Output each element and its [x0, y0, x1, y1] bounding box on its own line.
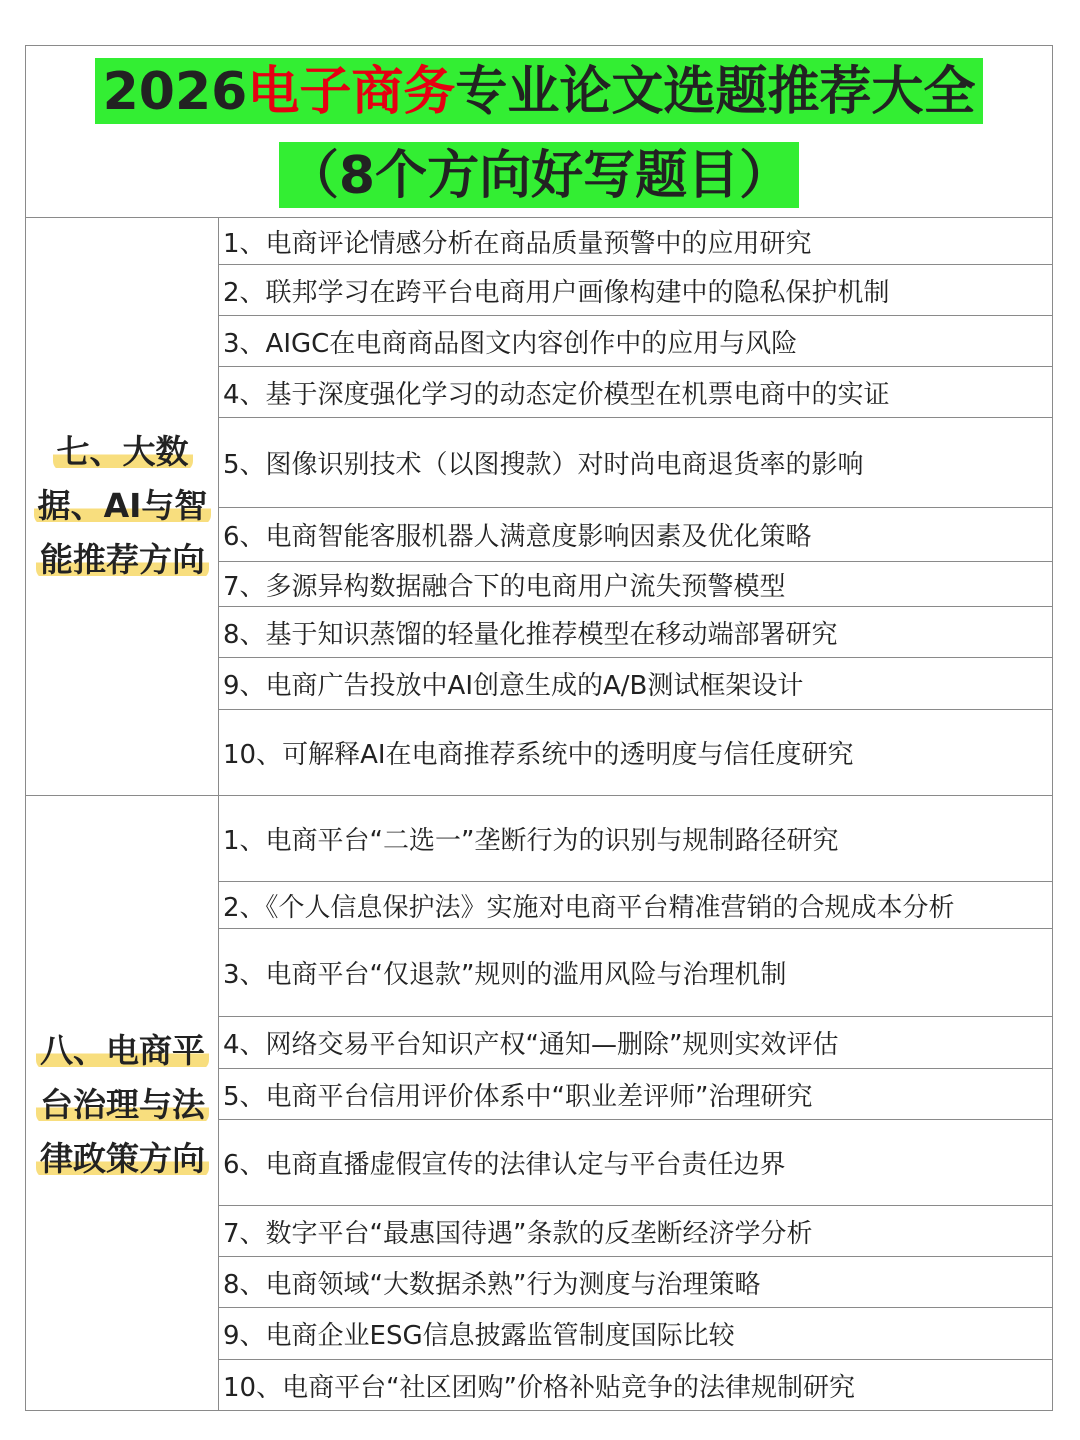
topic-row: 1、电商评论情感分析在商品质量预警中的应用研究 [219, 218, 1052, 265]
section-label-line: 律政策方向 [36, 1139, 209, 1178]
section-label-line: 能推荐方向 [36, 540, 209, 579]
page-title [26, 58, 1052, 124]
topic-row: 7、多源异构数据融合下的电商用户流失预警模型 [219, 562, 1052, 607]
topic-row: 9、电商广告投放中AI创意生成的A/B测试框架设计 [219, 658, 1052, 710]
title-suffix: 专业论文选题推荐大全 [455, 62, 976, 122]
topic-row: 3、AIGC在电商商品图文内容创作中的应用与风险 [219, 316, 1052, 367]
topic-row: 10、可解释AI在电商推荐系统中的透明度与信任度研究 [223, 740, 854, 770]
section-label [26, 425, 219, 587]
section-label-line: 台治理与法 [36, 1085, 209, 1124]
topic-row: 8、电商领域“大数据杀熟”行为测度与治理策略 [219, 1257, 1052, 1308]
section-label-cell [26, 795, 219, 1410]
topic-row: 7、数字平台“最惠国待遇”条款的反垄断经济学分析 [219, 1206, 1052, 1257]
title-highlight [95, 58, 984, 124]
section-label-line: 据、AI与智 [34, 486, 212, 525]
subtitle-highlight: （8个方向好写题目） [279, 142, 799, 208]
page-subtitle [26, 142, 1052, 208]
section-platform-governance [26, 795, 1052, 1410]
topic-row: 3、电商平台“仅退款”规则的滥用风险与治理机制 [219, 929, 1052, 1017]
topic-row: 1、电商平台“二选一”垄断行为的识别与规制路径研究 [219, 795, 1052, 882]
topic-row: 9、电商企业ESG信息披露监管制度国际比较 [219, 1308, 1052, 1360]
topic-row: 8、基于知识蒸馏的轻量化推荐模型在移动端部署研究 [219, 607, 1052, 658]
section-label-line: 八、电商平 [36, 1031, 209, 1070]
topic-row: 4、基于深度强化学习的动态定价模型在机票电商中的实证 [219, 367, 1052, 418]
topic-row: 5、图像识别技术（以图搜款）对时尚电商退货率的影响 [219, 418, 1052, 508]
section-big-data-ai [26, 218, 1052, 795]
topic-row: 4、网络交易平台知识产权“通知—删除”规则实效评估 [219, 1017, 1052, 1069]
title-year: 2026 [102, 62, 248, 122]
topic-row: 6、电商智能客服机器人满意度影响因素及优化策略 [219, 508, 1052, 562]
section-label-line: 七、大数 [53, 432, 193, 471]
topic-row: 10、电商平台“社区团购”价格补贴竞争的法律规制研究 [223, 1372, 856, 1403]
topic-row: 6、电商直播虚假宣传的法律认定与平台责任边界 [219, 1120, 1052, 1206]
topic-row: 2、《个人信息保护法》实施对电商平台精准营销的合规成本分析 [219, 882, 1052, 929]
section-label [26, 1024, 219, 1186]
topic-table [25, 45, 1053, 1411]
topic-row: 2、联邦学习在跨平台电商用户画像构建中的隐私保护机制 [219, 265, 1052, 316]
title-block [26, 46, 1052, 218]
title-accent: 电子商务 [247, 62, 456, 122]
section-label-cell [26, 218, 219, 795]
topic-row: 5、电商平台信用评价体系中“职业差评师”治理研究 [219, 1069, 1052, 1120]
